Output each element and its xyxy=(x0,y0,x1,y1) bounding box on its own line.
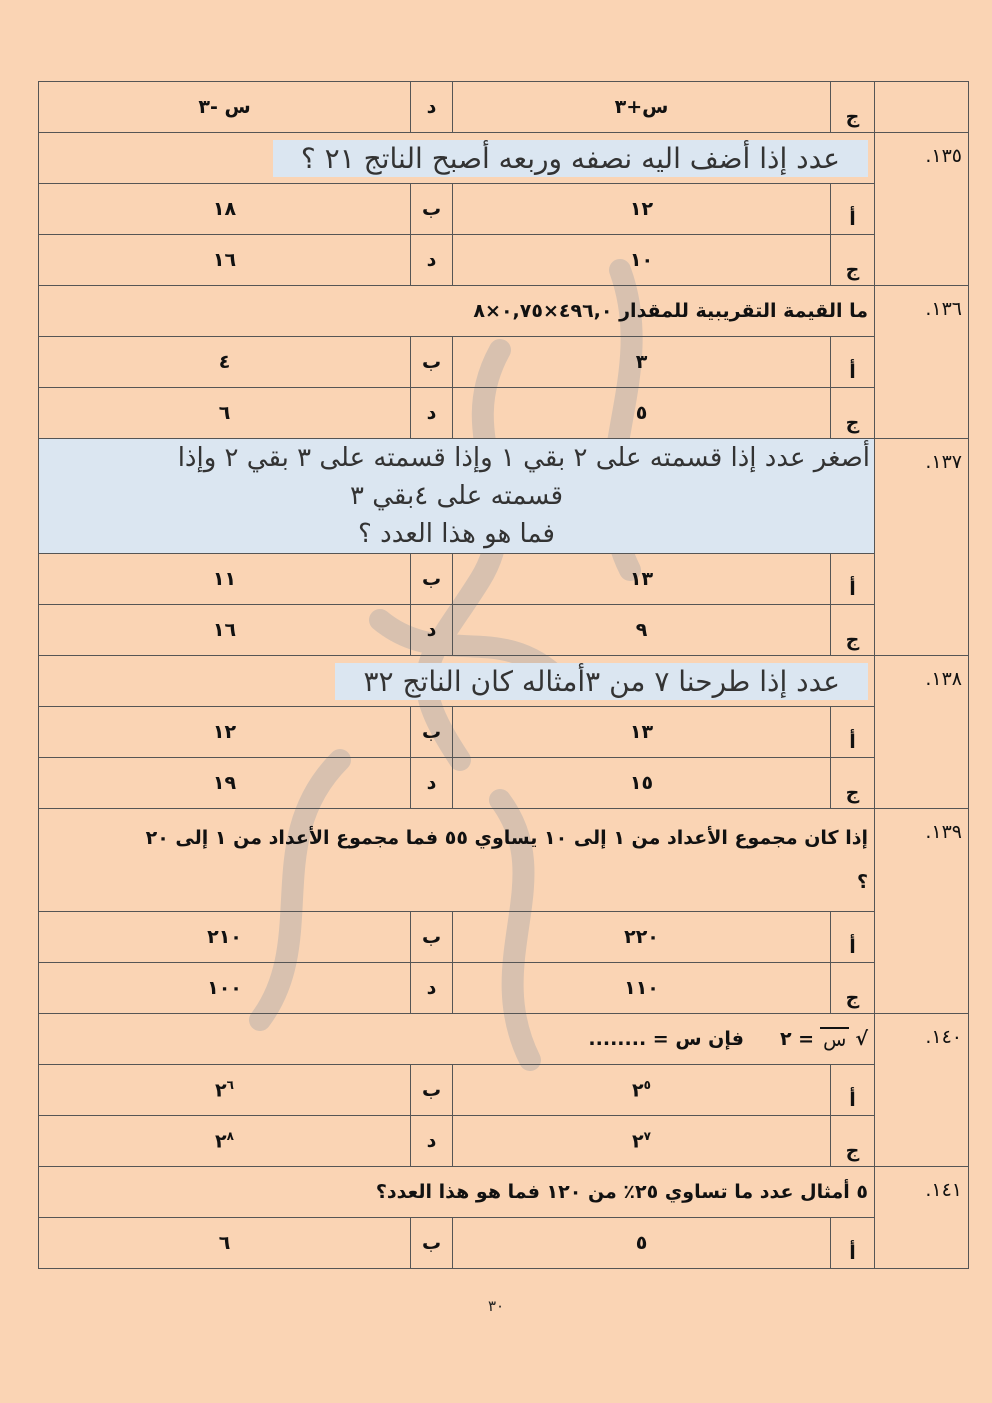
question-number: ١٤١. xyxy=(875,1167,969,1269)
question-text: ما القيمة التقريبية للمقدار ٤٩٦,٠×٠,٧٥×٨ xyxy=(473,300,868,322)
question-text-cell xyxy=(39,439,875,554)
option-letter: د xyxy=(411,1116,453,1167)
question-line: أصغر عدد إذا قسمته على ٢ بقي ١ وإذا قسمته على ٣ بقي ٢ وإذا xyxy=(177,443,870,473)
power-exponent: ٧ xyxy=(643,1129,651,1144)
power-exponent: ٥ xyxy=(643,1078,651,1093)
question-text: ٥ أمثال عدد ما تساوي ٢٥٪ من ١٢٠ فما هو هذا العدد؟ xyxy=(375,1181,868,1203)
option-letter: ب xyxy=(411,554,453,605)
option-value: ١٠٠ xyxy=(39,963,411,1014)
power-base: ٢ xyxy=(215,1130,227,1153)
option-letter: د xyxy=(411,235,453,286)
question-row xyxy=(39,809,969,912)
option-value xyxy=(39,1065,411,1116)
option-letter: أ xyxy=(831,912,875,963)
options-row xyxy=(39,1218,969,1269)
option-letter: د xyxy=(411,605,453,656)
question-line: إذا كان مجموع الأعداد من ١ إلى ١٠ يساوي ٥٥ فما مجموع الأعداد من ١ إلى ٢٠ xyxy=(145,827,868,849)
option-value: ٥ xyxy=(453,388,831,439)
question-row xyxy=(39,133,969,184)
page-number: ٣٠ xyxy=(487,1297,505,1315)
option-value: ٩ xyxy=(453,605,831,656)
power-exponent: ٦ xyxy=(226,1078,234,1093)
option-letter: د xyxy=(411,388,453,439)
option-value: ٥ xyxy=(453,1218,831,1269)
options-row xyxy=(39,554,969,605)
question-text: عدد إذا طرحنا ٧ من ٣أمثاله كان الناتج ٣٢ xyxy=(335,663,868,700)
options-row xyxy=(39,707,969,758)
number-cell xyxy=(875,82,969,133)
option-value: ٦ xyxy=(39,1218,411,1269)
option-letter: أ xyxy=(831,554,875,605)
option-letter: ج xyxy=(831,963,875,1014)
option-letter: أ xyxy=(831,1065,875,1116)
question-highlight xyxy=(39,439,874,553)
question-line: ؟ xyxy=(856,871,868,893)
question-row xyxy=(39,439,969,554)
option-value xyxy=(39,1116,411,1167)
question-text-cell xyxy=(39,286,875,337)
option-letter: ب xyxy=(411,912,453,963)
option-value: س+٣ xyxy=(453,82,831,133)
option-value: ١٦ xyxy=(39,235,411,286)
option-value: ١٢ xyxy=(39,707,411,758)
question-number: ١٤٠. xyxy=(875,1014,969,1167)
option-value: ١٥ xyxy=(453,758,831,809)
question-table xyxy=(38,81,969,1269)
options-row xyxy=(39,963,969,1014)
option-letter: ج xyxy=(831,605,875,656)
option-value: ١٣ xyxy=(453,707,831,758)
power-base: ٢ xyxy=(215,1079,227,1102)
options-row xyxy=(39,1116,969,1167)
equation-result: فإن س = ........ xyxy=(588,1028,744,1050)
option-letter: أ xyxy=(831,337,875,388)
option-value: ١٣ xyxy=(453,554,831,605)
option-value: ١٩ xyxy=(39,758,411,809)
option-letter: ج xyxy=(831,758,875,809)
option-value: ١٦ xyxy=(39,605,411,656)
radical-equation xyxy=(588,1027,868,1051)
question-text: عدد إذا أضف اليه نصفه وربعه أصبح الناتج ٢١ ؟ xyxy=(273,140,868,177)
question-number: ١٣٨. xyxy=(875,656,969,809)
option-letter: ج xyxy=(831,388,875,439)
question-line: قسمته على ٤بقي ٣ xyxy=(349,481,564,511)
option-letter: د xyxy=(411,82,453,133)
options-row xyxy=(39,184,969,235)
option-value xyxy=(453,1065,831,1116)
question-number: ١٣٧. xyxy=(875,439,969,656)
question-text-cell xyxy=(39,1167,875,1218)
question-number: ١٣٩. xyxy=(875,809,969,1014)
question-line: فما هو هذا العدد ؟ xyxy=(358,519,555,549)
option-value: س -٣ xyxy=(39,82,411,133)
option-value: ١١٠ xyxy=(453,963,831,1014)
option-letter: د xyxy=(411,963,453,1014)
power-exponent: ٨ xyxy=(226,1129,234,1144)
question-row xyxy=(39,656,969,707)
option-letter: ب xyxy=(411,1065,453,1116)
option-letter: ب xyxy=(411,184,453,235)
options-row xyxy=(39,82,969,133)
options-row xyxy=(39,758,969,809)
option-letter: ب xyxy=(411,1218,453,1269)
option-letter: ب xyxy=(411,707,453,758)
option-letter: ج xyxy=(831,1116,875,1167)
option-value: ١٨ xyxy=(39,184,411,235)
options-row xyxy=(39,235,969,286)
question-text-cell xyxy=(39,1014,875,1065)
question-row xyxy=(39,286,969,337)
option-value: ١٠ xyxy=(453,235,831,286)
radicand: س xyxy=(820,1027,849,1051)
option-value: ١١ xyxy=(39,554,411,605)
option-value xyxy=(453,1116,831,1167)
power-base: ٢ xyxy=(632,1079,644,1102)
option-letter: ج xyxy=(831,82,875,133)
option-letter: أ xyxy=(831,707,875,758)
option-value: ٢١٠ xyxy=(39,912,411,963)
question-text-cell xyxy=(39,133,875,184)
question-number: ١٣٥. xyxy=(875,133,969,286)
question-number: ١٣٦. xyxy=(875,286,969,439)
options-row xyxy=(39,337,969,388)
option-letter: أ xyxy=(831,184,875,235)
option-value: ٢٢٠ xyxy=(453,912,831,963)
question-row xyxy=(39,1167,969,1218)
options-row xyxy=(39,1065,969,1116)
option-letter: د xyxy=(411,758,453,809)
question-row xyxy=(39,1014,969,1065)
options-row xyxy=(39,912,969,963)
option-value: ١٢ xyxy=(453,184,831,235)
options-row xyxy=(39,605,969,656)
radical-symbol: √ xyxy=(855,1028,868,1050)
option-letter: ب xyxy=(411,337,453,388)
option-value: ٤ xyxy=(39,337,411,388)
option-value: ٦ xyxy=(39,388,411,439)
option-letter: ج xyxy=(831,235,875,286)
power-base: ٢ xyxy=(632,1130,644,1153)
option-value: ٣ xyxy=(453,337,831,388)
question-text-cell xyxy=(39,656,875,707)
options-row xyxy=(39,388,969,439)
question-text-cell xyxy=(39,809,875,912)
option-letter: أ xyxy=(831,1218,875,1269)
equation-equals: = ٢ xyxy=(779,1028,815,1050)
